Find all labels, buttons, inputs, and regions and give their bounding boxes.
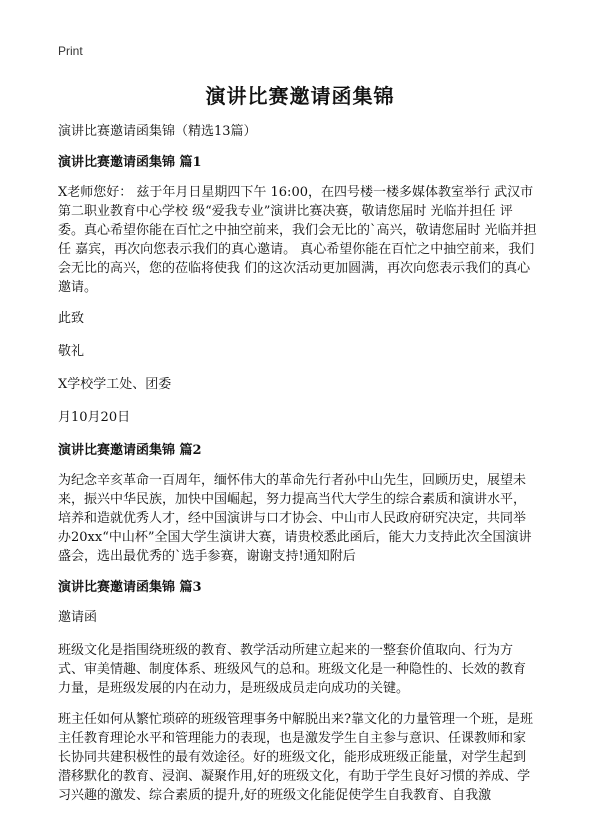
print-label[interactable]: Print bbox=[58, 44, 83, 58]
section3-paragraph-1: 班级文化是指围绕班级的教育、教学活动所建立起来的一整套价值取向、行为方式、审美情趣、制度体系、班级风气的总和。班级文化是一种隐性的、长效的教育力量，是班级发展的内在动力，是班级成员走向成功的关键。 bbox=[58, 643, 527, 696]
section-heading-3: 演讲比赛邀请函集锦 篇3 bbox=[58, 580, 202, 595]
closing-cizhi: 此致 bbox=[58, 311, 85, 326]
invitation-label: 邀请函 bbox=[58, 610, 98, 625]
document-subtitle: 演讲比赛邀请函集锦（精选13篇） bbox=[58, 124, 257, 139]
date-line: 月10月20日 bbox=[58, 410, 131, 425]
document-body bbox=[58, 122, 538, 817]
section3-paragraph-2: 班主任如何从繁忙琐碎的班级管理事务中解脱出来?靠文化的力量管理一个班，是班主任教育理论水平和管理能力的表现，也是激发学生自主参与意识、任课教师和家长协同共建积极性的最有效途径。好的班级文化，能形成班级正能量，对学生起到潜移默化的教育、浸润、凝聚作用,好的班级文化，有助于学生良好习惯的养成、学习兴趣的激发、综合素质的提升,好的班级文化能促使学生自我教育、自我激 bbox=[58, 712, 533, 803]
section2-paragraph: 为纪念辛亥革命一百周年，缅怀伟大的革命先行者孙中山先生，回顾历史，展望未来，振兴中华民族，加快中国崛起，努力提高当代大学生的综合素质和演讲水平，培养和造就优秀人才，经中国演讲与口才协会、中山市人民政府研究决定，共同举办20xx“中山杯”全国大学生演讲大赛，请贵校悉此函后，能大力支持此次全国演讲盛会，选出最优秀的`选手参赛，谢谢支持!通知附后 bbox=[58, 473, 532, 564]
section-heading-1: 演讲比赛邀请函集锦 篇1 bbox=[58, 155, 202, 170]
section1-paragraph: X老师您好： 兹于年月日星期四下午 16:00，在四号楼一楼多媒体教室举行 武汉市第二职业教育中心学校 级“爱我专业”演讲比赛决赛，敬请您届时 光临并担任 评委。真心希望你能在百忙之中抽空前来，我们会无比的`高兴，敬请您届时 光临并担任 嘉宾，再次向您表示我们的真心邀请。 真心希望你能在百忙之中抽空前来，我们会无比的高兴，您的莅临将使我 们的这次活动更加圆满，再次向您表示我们的真心邀请。 bbox=[58, 185, 537, 295]
section-heading-2: 演讲比赛邀请函集锦 篇2 bbox=[58, 443, 202, 458]
sender-line: X学校学工处、团委 bbox=[58, 377, 172, 392]
document-title: 演讲比赛邀请函集锦 bbox=[205, 84, 395, 108]
closing-jingli: 敬礼 bbox=[58, 344, 85, 359]
